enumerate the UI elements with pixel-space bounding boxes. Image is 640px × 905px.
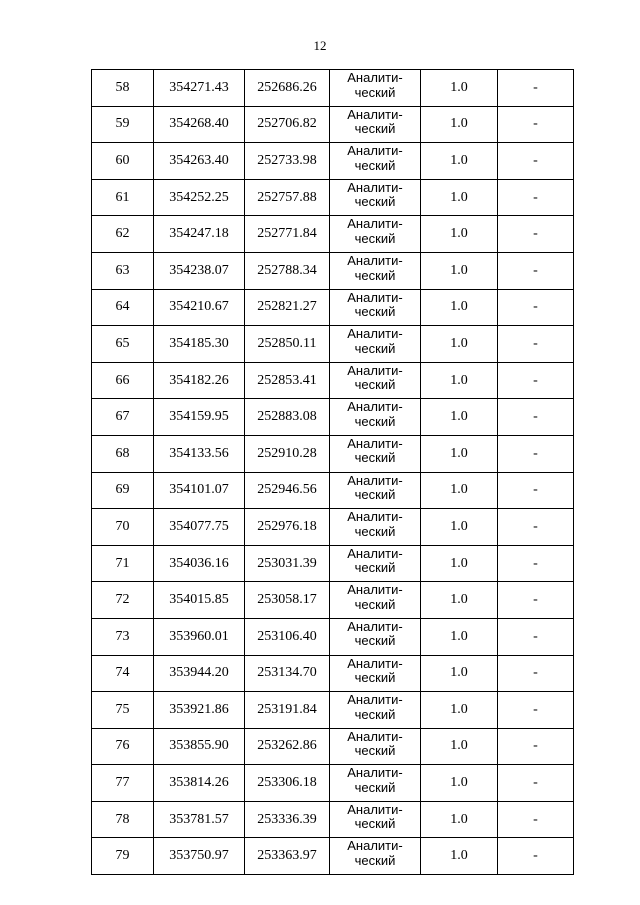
table-row [92, 801, 574, 838]
y-coordinate-cell: 252850.11 [245, 326, 330, 363]
method-cell [330, 509, 421, 546]
accuracy-cell: 1.0 [421, 801, 498, 838]
x-coordinate-cell: 354238.07 [154, 252, 245, 289]
note-cell: - [498, 472, 574, 509]
method-line-1: Аналити- [347, 838, 403, 854]
method-cell [330, 70, 421, 107]
table-row [92, 692, 574, 729]
accuracy-cell: 1.0 [421, 618, 498, 655]
method-line-1: Аналити- [347, 801, 403, 817]
y-coordinate-cell: 252771.84 [245, 216, 330, 253]
x-coordinate-cell: 353750.97 [154, 838, 245, 875]
y-coordinate-cell: 253106.40 [245, 618, 330, 655]
y-coordinate-cell: 252733.98 [245, 143, 330, 180]
y-coordinate-cell: 252946.56 [245, 472, 330, 509]
method-line-2: ческий [354, 121, 396, 137]
point-number-cell: 66 [92, 362, 154, 399]
method-cell [330, 472, 421, 509]
method-cell [330, 655, 421, 692]
note-cell: - [498, 545, 574, 582]
method-cell [330, 801, 421, 838]
note-cell: - [498, 70, 574, 107]
note-cell: - [498, 692, 574, 729]
y-coordinate-cell: 252976.18 [245, 509, 330, 546]
point-number-cell: 59 [92, 106, 154, 143]
note-cell: - [498, 179, 574, 216]
method-line-2: ческий [354, 779, 396, 795]
table-row [92, 399, 574, 436]
table-row [92, 179, 574, 216]
method-line-2: ческий [354, 487, 396, 503]
method-line-1: Аналити- [347, 582, 403, 598]
accuracy-cell: 1.0 [421, 838, 498, 875]
method-cell [330, 618, 421, 655]
method-line-2: ческий [354, 743, 396, 759]
y-coordinate-cell: 253262.86 [245, 728, 330, 765]
y-coordinate-cell: 253191.84 [245, 692, 330, 729]
method-cell [330, 252, 421, 289]
y-coordinate-cell: 252821.27 [245, 289, 330, 326]
method-line-1: Аналити- [347, 216, 403, 232]
method-cell [330, 289, 421, 326]
accuracy-cell: 1.0 [421, 509, 498, 546]
accuracy-cell: 1.0 [421, 692, 498, 729]
accuracy-cell: 1.0 [421, 106, 498, 143]
note-cell: - [498, 728, 574, 765]
y-coordinate-cell: 253058.17 [245, 582, 330, 619]
note-cell: - [498, 143, 574, 180]
table-row [92, 326, 574, 363]
y-coordinate-cell: 252853.41 [245, 362, 330, 399]
x-coordinate-cell: 354271.43 [154, 70, 245, 107]
method-line-2: ческий [354, 523, 396, 539]
method-line-2: ческий [354, 450, 396, 466]
table-row [92, 362, 574, 399]
x-coordinate-cell: 353814.26 [154, 765, 245, 802]
x-coordinate-cell: 354210.67 [154, 289, 245, 326]
x-coordinate-cell: 354015.85 [154, 582, 245, 619]
method-cell [330, 143, 421, 180]
method-cell [330, 106, 421, 143]
x-coordinate-cell: 354185.30 [154, 326, 245, 363]
method-line-1: Аналити- [347, 252, 403, 268]
method-line-1: Аналити- [347, 765, 403, 781]
table-row [92, 216, 574, 253]
method-cell [330, 692, 421, 729]
page-number: 12 [313, 38, 327, 53]
method-cell [330, 399, 421, 436]
table-row [92, 728, 574, 765]
method-line-1: Аналити- [347, 106, 403, 122]
x-coordinate-cell: 353921.86 [154, 692, 245, 729]
point-number-cell: 61 [92, 179, 154, 216]
method-line-1: Аналити- [347, 289, 403, 305]
point-number-cell: 74 [92, 655, 154, 692]
point-number-cell: 73 [92, 618, 154, 655]
x-coordinate-cell: 354182.26 [154, 362, 245, 399]
y-coordinate-cell: 252883.08 [245, 399, 330, 436]
point-number-cell: 70 [92, 509, 154, 546]
point-number-cell: 64 [92, 289, 154, 326]
method-cell [330, 326, 421, 363]
note-cell: - [498, 399, 574, 436]
x-coordinate-cell: 354263.40 [154, 143, 245, 180]
x-coordinate-cell: 354159.95 [154, 399, 245, 436]
table-row [92, 655, 574, 692]
method-cell [330, 435, 421, 472]
note-cell: - [498, 326, 574, 363]
point-number-cell: 79 [92, 838, 154, 875]
point-number-cell: 71 [92, 545, 154, 582]
x-coordinate-cell: 353944.20 [154, 655, 245, 692]
method-line-2: ческий [354, 194, 396, 210]
note-cell: - [498, 582, 574, 619]
point-number-cell: 60 [92, 143, 154, 180]
y-coordinate-cell: 253363.97 [245, 838, 330, 875]
accuracy-cell: 1.0 [421, 179, 498, 216]
table-row [92, 472, 574, 509]
note-cell: - [498, 252, 574, 289]
method-line-2: ческий [354, 84, 396, 100]
method-line-2: ческий [354, 560, 396, 576]
point-number-cell: 76 [92, 728, 154, 765]
point-number-cell: 69 [92, 472, 154, 509]
method-line-2: ческий [354, 670, 396, 686]
note-cell: - [498, 655, 574, 692]
method-line-2: ческий [354, 596, 396, 612]
table-row [92, 106, 574, 143]
accuracy-cell: 1.0 [421, 216, 498, 253]
table-row [92, 765, 574, 802]
accuracy-cell: 1.0 [421, 362, 498, 399]
table-row [92, 70, 574, 107]
point-number-cell: 63 [92, 252, 154, 289]
method-line-1: Аналити- [347, 362, 403, 378]
method-line-1: Аналити- [347, 728, 403, 744]
y-coordinate-cell: 253306.18 [245, 765, 330, 802]
method-line-1: Аналити- [347, 399, 403, 415]
method-line-2: ческий [354, 413, 396, 429]
y-coordinate-cell: 252757.88 [245, 179, 330, 216]
x-coordinate-cell: 353855.90 [154, 728, 245, 765]
method-line-2: ческий [354, 304, 396, 320]
accuracy-cell: 1.0 [421, 289, 498, 326]
x-coordinate-cell: 354077.75 [154, 509, 245, 546]
note-cell: - [498, 289, 574, 326]
table-row [92, 435, 574, 472]
y-coordinate-cell: 252706.82 [245, 106, 330, 143]
table-row [92, 509, 574, 546]
method-cell [330, 838, 421, 875]
y-coordinate-cell: 252788.34 [245, 252, 330, 289]
note-cell: - [498, 509, 574, 546]
note-cell: - [498, 618, 574, 655]
method-cell [330, 545, 421, 582]
y-coordinate-cell: 253031.39 [245, 545, 330, 582]
accuracy-cell: 1.0 [421, 252, 498, 289]
method-line-2: ческий [354, 340, 396, 356]
method-cell [330, 179, 421, 216]
method-line-1: Аналити- [347, 618, 403, 634]
point-number-cell: 67 [92, 399, 154, 436]
method-line-2: ческий [354, 706, 396, 722]
x-coordinate-cell: 354133.56 [154, 435, 245, 472]
note-cell: - [498, 216, 574, 253]
accuracy-cell: 1.0 [421, 472, 498, 509]
method-line-2: ческий [354, 230, 396, 246]
y-coordinate-cell: 253336.39 [245, 801, 330, 838]
method-cell [330, 362, 421, 399]
point-number-cell: 75 [92, 692, 154, 729]
note-cell: - [498, 106, 574, 143]
x-coordinate-cell: 354252.25 [154, 179, 245, 216]
coordinates-table [91, 69, 574, 875]
method-cell [330, 216, 421, 253]
y-coordinate-cell: 253134.70 [245, 655, 330, 692]
accuracy-cell: 1.0 [421, 326, 498, 363]
accuracy-cell: 1.0 [421, 655, 498, 692]
x-coordinate-cell: 353781.57 [154, 801, 245, 838]
point-number-cell: 77 [92, 765, 154, 802]
point-number-cell: 78 [92, 801, 154, 838]
x-coordinate-cell: 354268.40 [154, 106, 245, 143]
accuracy-cell: 1.0 [421, 143, 498, 180]
method-line-1: Аналити- [347, 692, 403, 708]
point-number-cell: 65 [92, 326, 154, 363]
table-row [92, 289, 574, 326]
method-line-1: Аналити- [347, 435, 403, 451]
x-coordinate-cell: 354101.07 [154, 472, 245, 509]
table-row [92, 252, 574, 289]
point-number-cell: 58 [92, 70, 154, 107]
note-cell: - [498, 362, 574, 399]
table-row [92, 545, 574, 582]
accuracy-cell: 1.0 [421, 435, 498, 472]
note-cell: - [498, 435, 574, 472]
method-cell [330, 582, 421, 619]
note-cell: - [498, 801, 574, 838]
note-cell: - [498, 765, 574, 802]
table-row [92, 618, 574, 655]
method-line-2: ческий [354, 377, 396, 393]
coordinates-table-body [92, 70, 574, 875]
method-line-1: Аналити- [347, 472, 403, 488]
x-coordinate-cell: 354247.18 [154, 216, 245, 253]
method-line-1: Аналити- [347, 179, 403, 195]
y-coordinate-cell: 252686.26 [245, 70, 330, 107]
accuracy-cell: 1.0 [421, 582, 498, 619]
table-row [92, 582, 574, 619]
method-cell [330, 765, 421, 802]
point-number-cell: 72 [92, 582, 154, 619]
method-line-2: ческий [354, 853, 396, 869]
x-coordinate-cell: 354036.16 [154, 545, 245, 582]
method-line-2: ческий [354, 157, 396, 173]
x-coordinate-cell: 353960.01 [154, 618, 245, 655]
note-cell: - [498, 838, 574, 875]
accuracy-cell: 1.0 [421, 70, 498, 107]
point-number-cell: 68 [92, 435, 154, 472]
method-cell [330, 728, 421, 765]
method-line-1: Аналити- [347, 509, 403, 525]
method-line-2: ческий [354, 633, 396, 649]
method-line-1: Аналити- [347, 143, 403, 159]
method-line-2: ческий [354, 267, 396, 283]
method-line-1: Аналити- [347, 70, 403, 85]
method-line-2: ческий [354, 816, 396, 832]
y-coordinate-cell: 252910.28 [245, 435, 330, 472]
table-row [92, 838, 574, 875]
method-line-1: Аналити- [347, 326, 403, 342]
point-number-cell: 62 [92, 216, 154, 253]
accuracy-cell: 1.0 [421, 765, 498, 802]
accuracy-cell: 1.0 [421, 399, 498, 436]
accuracy-cell: 1.0 [421, 545, 498, 582]
accuracy-cell: 1.0 [421, 728, 498, 765]
method-line-1: Аналити- [347, 655, 403, 671]
method-line-1: Аналити- [347, 545, 403, 561]
table-row [92, 143, 574, 180]
